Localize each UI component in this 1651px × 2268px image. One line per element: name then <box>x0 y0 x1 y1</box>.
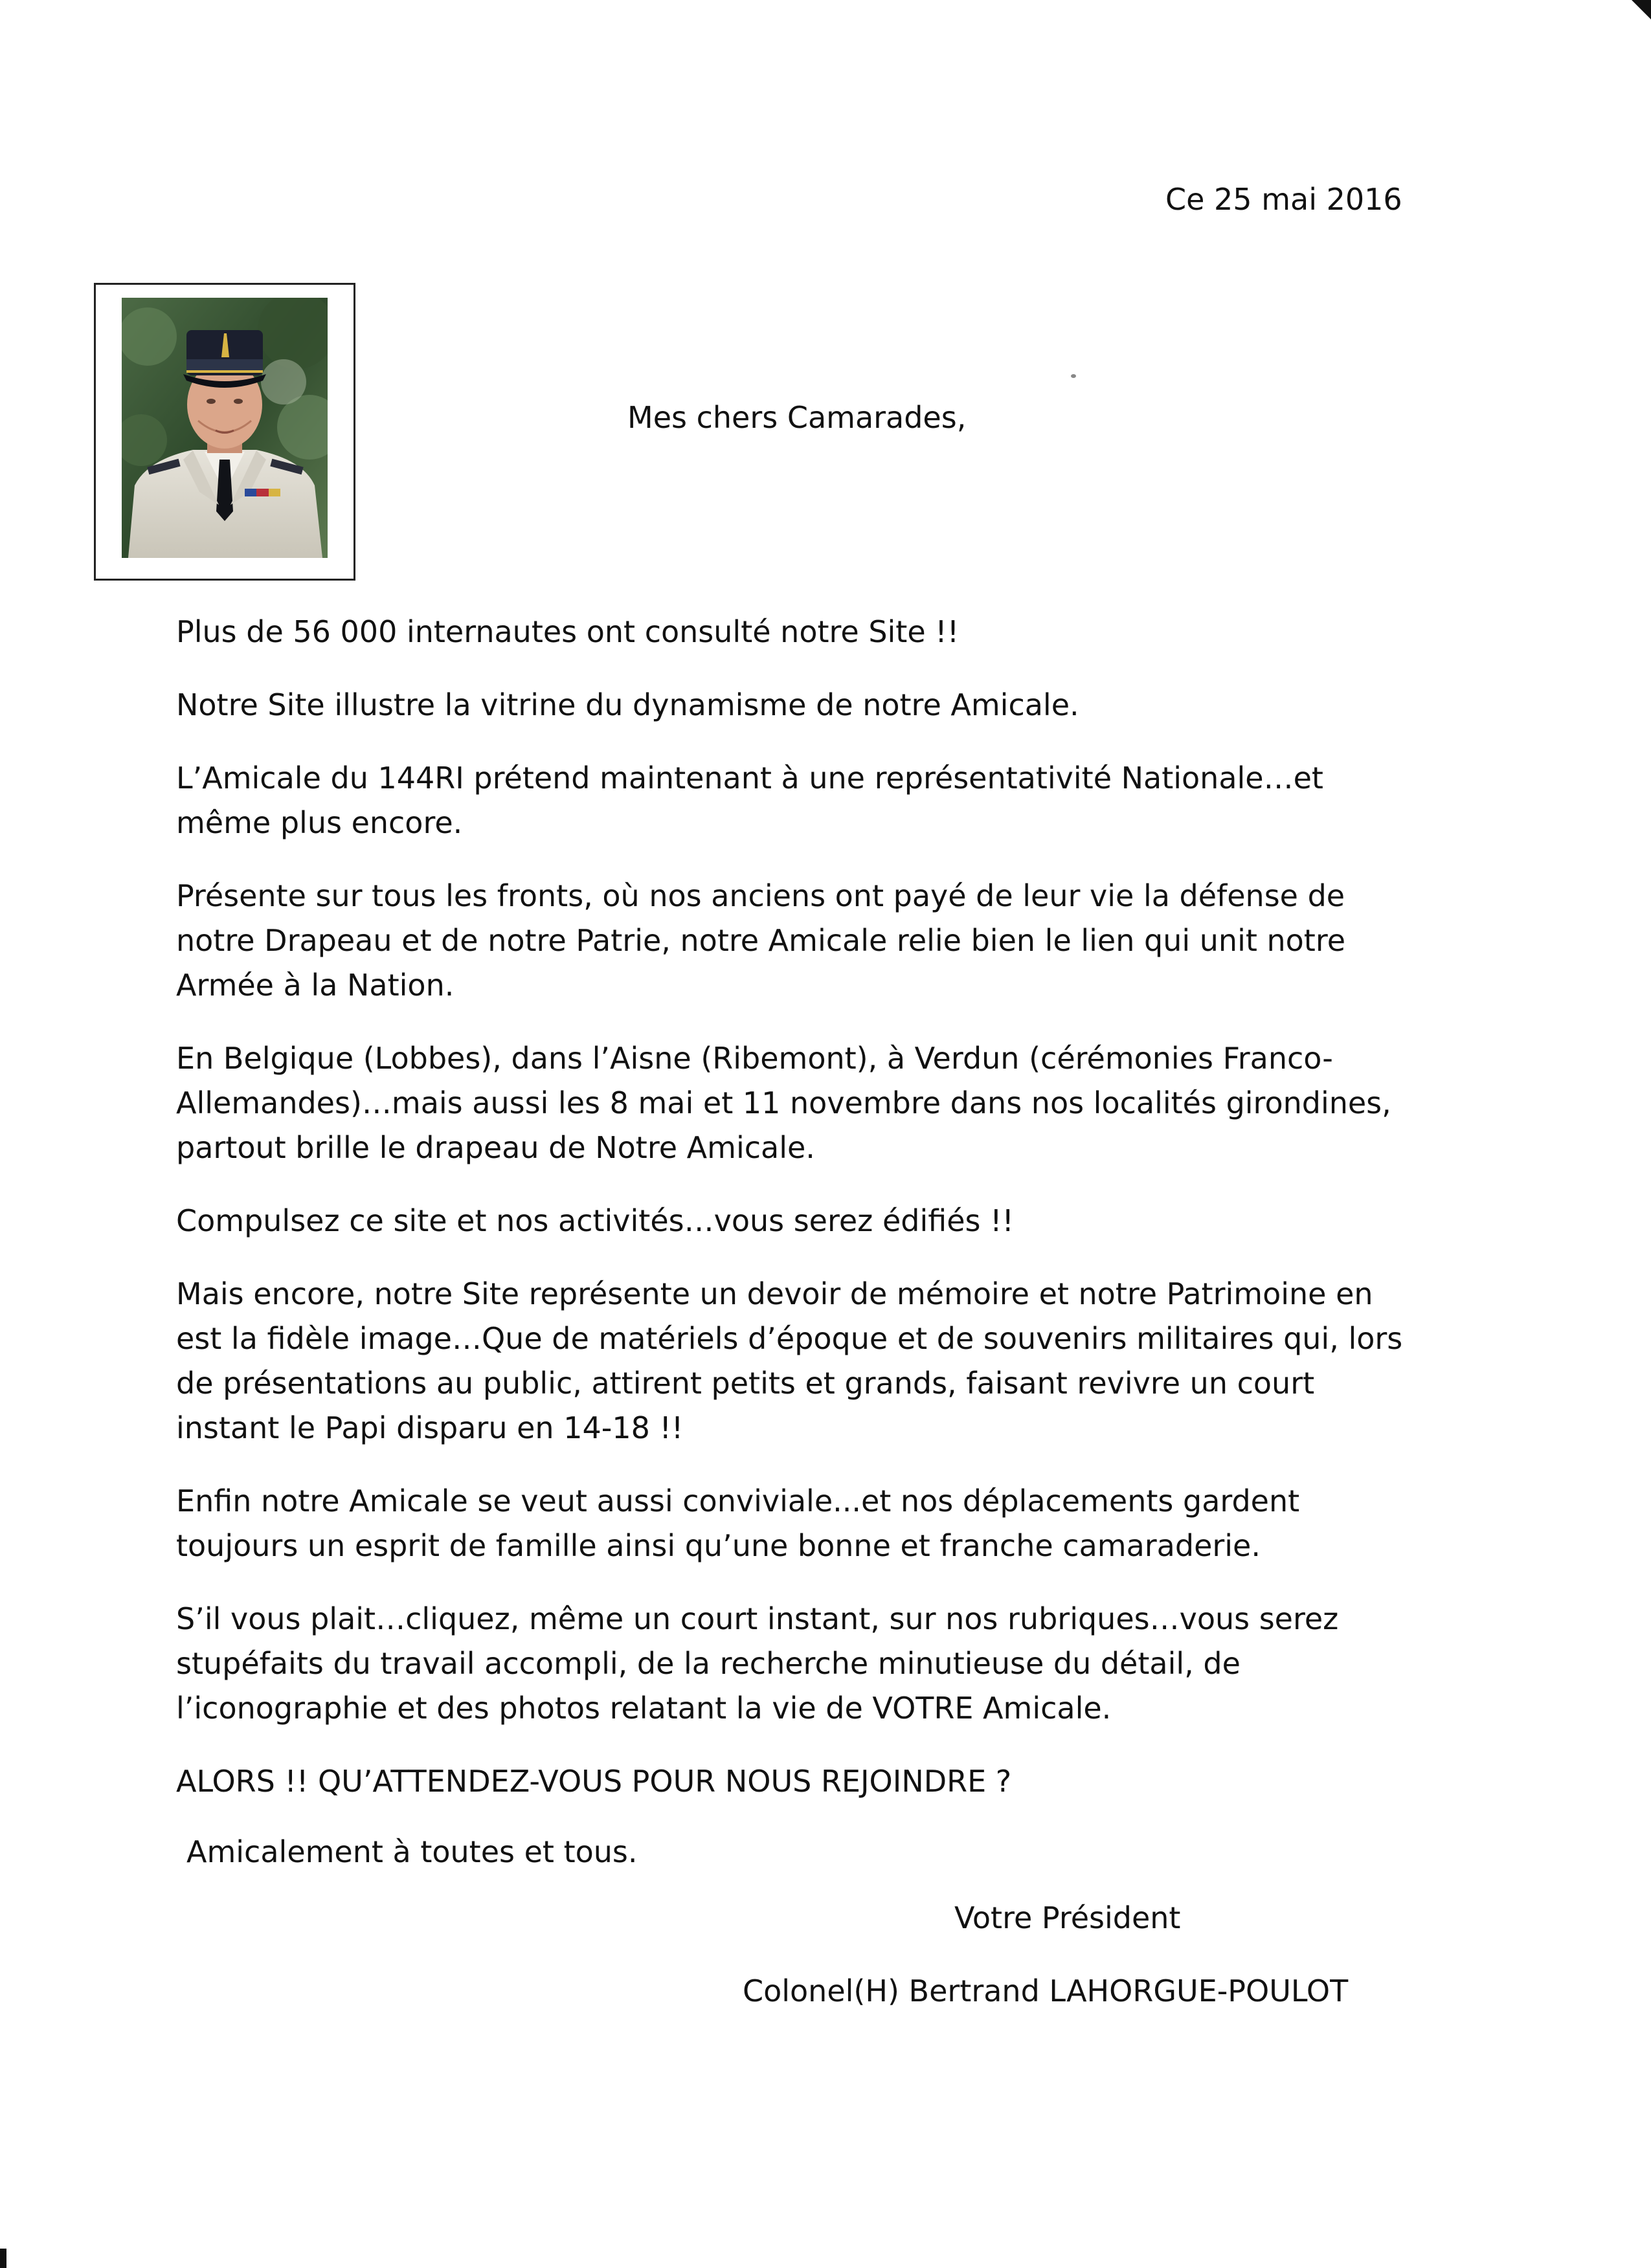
paragraph: Notre Site illustre la vitrine du dynamisme de notre Amicale. <box>176 687 1079 722</box>
scan-edge-mark <box>0 2249 6 2268</box>
paragraph: Plus de 56 000 internautes ont consulté notre Site !! <box>176 614 960 649</box>
paragraph: Mais encore, notre Site représente un devoir de mémoire et notre Patrimoine en est la fidèle image…Que de matériels d’époque et de souvenirs militaires qui, lors de présentations au public, attirent petits et grands, faisant revivre un court instant le Papi disparu en 14-18 !! <box>176 1276 1403 1445</box>
letter-closing: Amicalement à toutes et tous. <box>186 1834 638 1869</box>
portrait-icon <box>122 298 328 558</box>
scan-corner-mark <box>1625 0 1651 26</box>
signature-name: Colonel(H) Bertrand LAHORGUE-POULOT <box>743 1973 1349 2008</box>
letter-date: Ce 25 mai 2016 <box>1165 182 1402 217</box>
signature-title: Votre Président <box>954 1900 1181 1935</box>
officer-portrait-photo <box>122 298 328 558</box>
paragraph: Présente sur tous les fronts, où nos anciens ont payé de leur vie la défense de notre Drapeau et de notre Patrie, notre Amicale relie bien le lien qui unit notre Armée à la Nation. <box>176 878 1346 1003</box>
paragraph: S’il vous plait…cliquez, même un court instant, sur nos rubriques…vous serez stupéfaits du travail accompli, de la recherche minutieuse du détail, de l’iconographie et des photos relatant la vie de VOTRE Amicale. <box>176 1601 1339 1726</box>
letter-greeting: Mes chers Camarades, <box>627 400 967 435</box>
call-to-action: ALORS !! QU’ATTENDEZ-VOUS POUR NOUS REJOINDRE ? <box>176 1764 1012 1799</box>
paragraph: En Belgique (Lobbes), dans l’Aisne (Ribemont), à Verdun (cérémonies Franco-Allemandes)…mais aussi les 8 mai et 11 novembre dans nos localités girondines, partout brille le drapeau de Notre Amicale. <box>176 1041 1391 1165</box>
photo-frame <box>94 283 355 581</box>
letter-body <box>176 610 1406 1903</box>
scan-speck <box>1071 374 1076 378</box>
paragraph: Enfin notre Amicale se veut aussi conviviale...et nos déplacements gardent toujours un esprit de famille ainsi qu’une bonne et franche camaraderie. <box>176 1484 1300 1563</box>
paragraph: L’Amicale du 144RI prétend maintenant à une représentativité Nationale…et même plus encore. <box>176 761 1323 840</box>
paragraph: Compulsez ce site et nos activités…vous serez édifiés !! <box>176 1203 1014 1238</box>
